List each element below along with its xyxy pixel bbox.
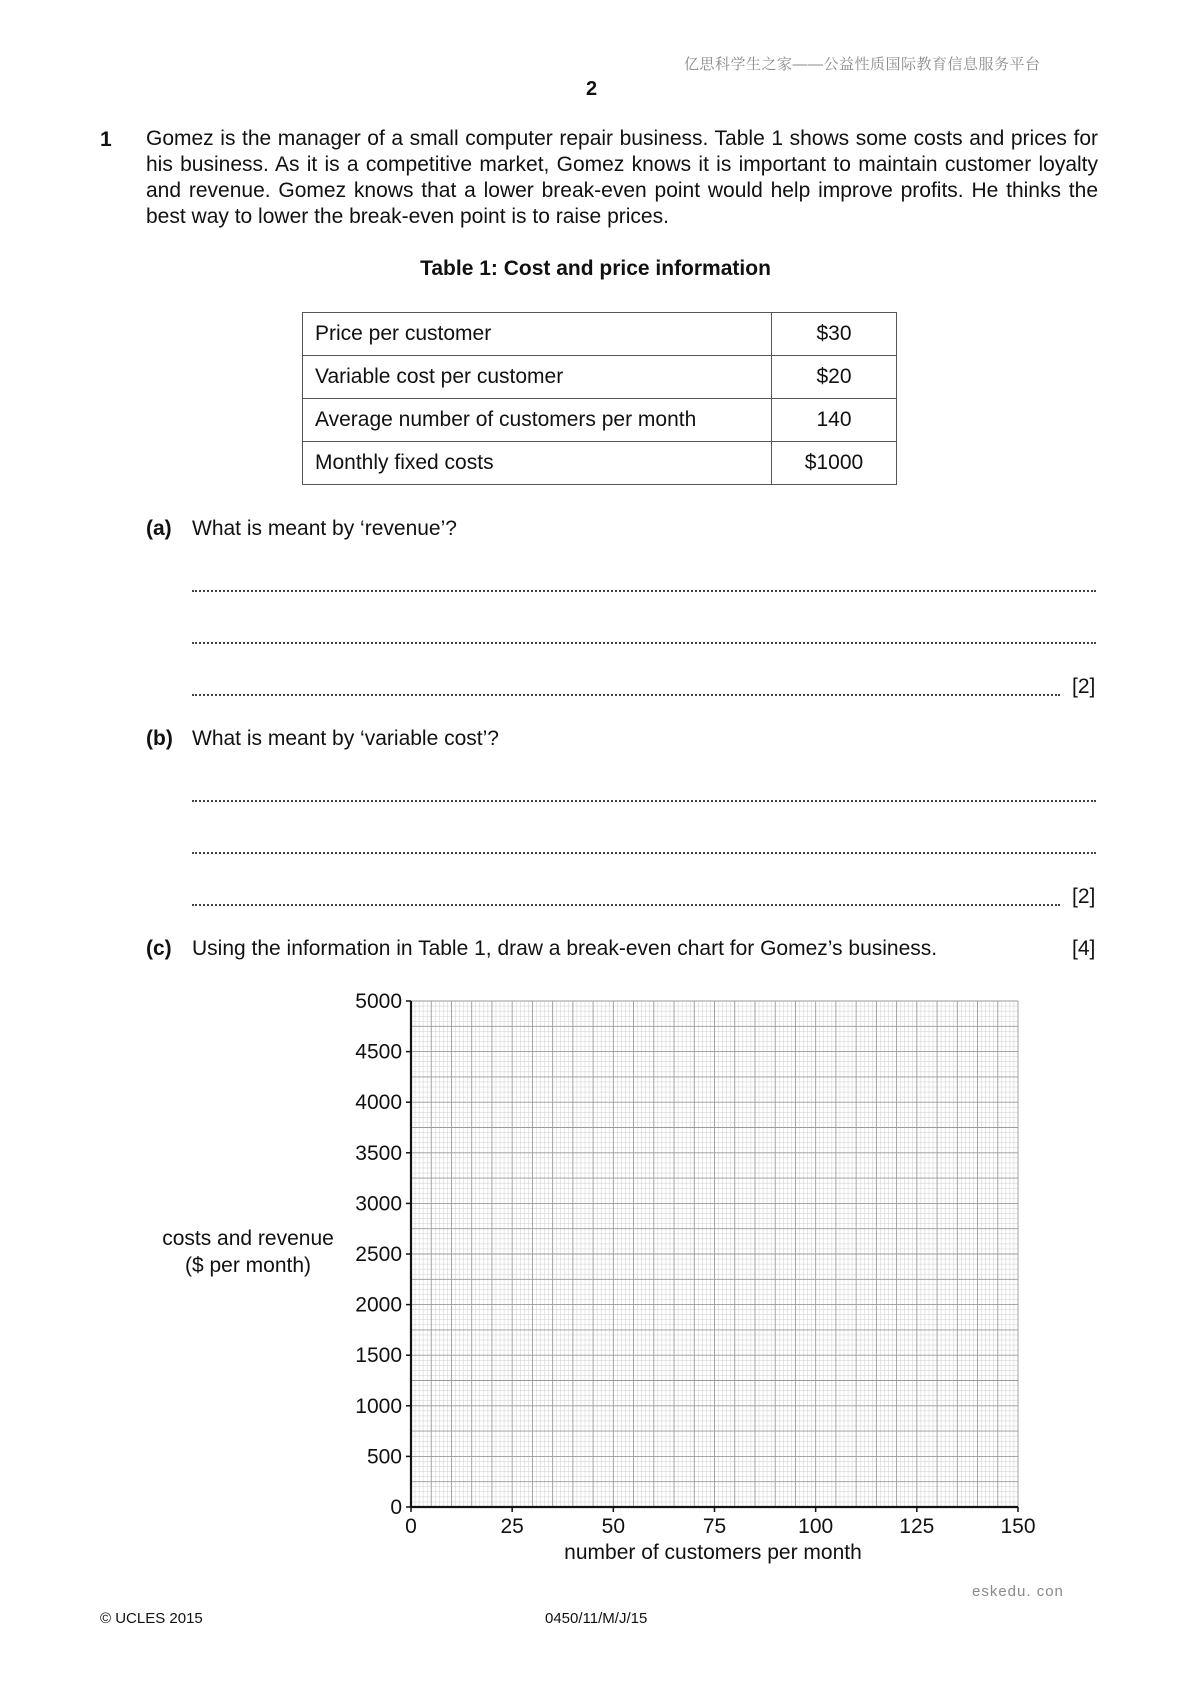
part-c-question: Using the information in Table 1, draw a break-even chart for Gomez’s business. <box>192 937 938 960</box>
part-b-marks: [2] <box>1072 885 1096 908</box>
y-tick-label: 1000 <box>355 1394 402 1418</box>
x-tick-label: 150 <box>1000 1515 1036 1538</box>
table-cell-label: Variable cost per customer <box>303 356 772 399</box>
y-tick-label: 3000 <box>355 1192 402 1216</box>
table-cell-value: 140 <box>772 399 897 442</box>
y-tick-label: 3500 <box>355 1141 402 1165</box>
y-axis-label-line1: costs and revenue <box>162 1227 334 1250</box>
part-a-marks: [2] <box>1072 675 1096 698</box>
table-cell-value: $1000 <box>772 442 897 485</box>
y-tick-label: 5000 <box>355 990 402 1013</box>
part-a-question: What is meant by ‘revenue’? <box>192 517 457 540</box>
x-tick-label: 125 <box>899 1515 935 1538</box>
grid-major-lines <box>411 1001 1018 1507</box>
part-a-label: (a) <box>146 517 172 540</box>
part-b-label: (b) <box>146 727 173 750</box>
x-axis-label: number of customers per month <box>564 1541 862 1564</box>
table-title: Table 1: Cost and price information <box>420 257 771 280</box>
part-c-marks: [4] <box>1072 937 1096 960</box>
footer-copyright: © UCLES 2015 <box>100 1610 203 1627</box>
y-tick-label: 500 <box>366 1445 402 1469</box>
part-b-question: What is meant by ‘variable cost’? <box>192 727 499 750</box>
table-cell-label: Average number of customers per month <box>303 399 772 442</box>
x-tick-label: 75 <box>702 1515 727 1538</box>
x-tick-label: 25 <box>500 1515 524 1538</box>
x-tick-label: 100 <box>798 1515 834 1538</box>
y-tick-label: 1500 <box>355 1344 402 1368</box>
question-intro: Gomez is the manager of a small computer repair business. Table 1 shows some costs and prices for his business. As it is a competitive market, Gomez knows it is important to maintain customer loyalty and revenue. Gomez knows that a lower break-even point would help improve profits. He thinks the best way to lower the break-even point is to raise prices. <box>146 127 1098 228</box>
footer-exam-code: 0450/11/M/J/15 <box>545 1610 648 1627</box>
footer-site-watermark: eskedu. con <box>972 1583 1064 1600</box>
y-tick-label: 4000 <box>355 1091 402 1115</box>
y-tick-label: 0 <box>390 1496 402 1519</box>
table-cell-label: Monthly fixed costs <box>303 442 772 485</box>
x-axis-ticks <box>405 1507 1035 1538</box>
table-cell-value: $30 <box>772 313 897 356</box>
page-number: 2 <box>586 78 598 100</box>
y-axis-label-line2: ($ per month) <box>184 1254 312 1277</box>
question-number: 1 <box>100 128 112 151</box>
table-cell-value: $20 <box>772 356 897 399</box>
watermark-header: 亿思科学生之家——公益性质国际教育信息服务平台 <box>684 56 1041 73</box>
y-axis-ticks <box>355 990 411 1519</box>
table-cell-label: Price per customer <box>303 313 772 356</box>
y-tick-label: 4500 <box>355 1040 402 1064</box>
y-tick-label: 2000 <box>355 1293 402 1317</box>
part-c-label: (c) <box>146 937 172 960</box>
y-tick-label: 2500 <box>355 1243 402 1266</box>
x-tick-label: 50 <box>601 1515 626 1538</box>
x-tick-label: 0 <box>405 1515 417 1538</box>
